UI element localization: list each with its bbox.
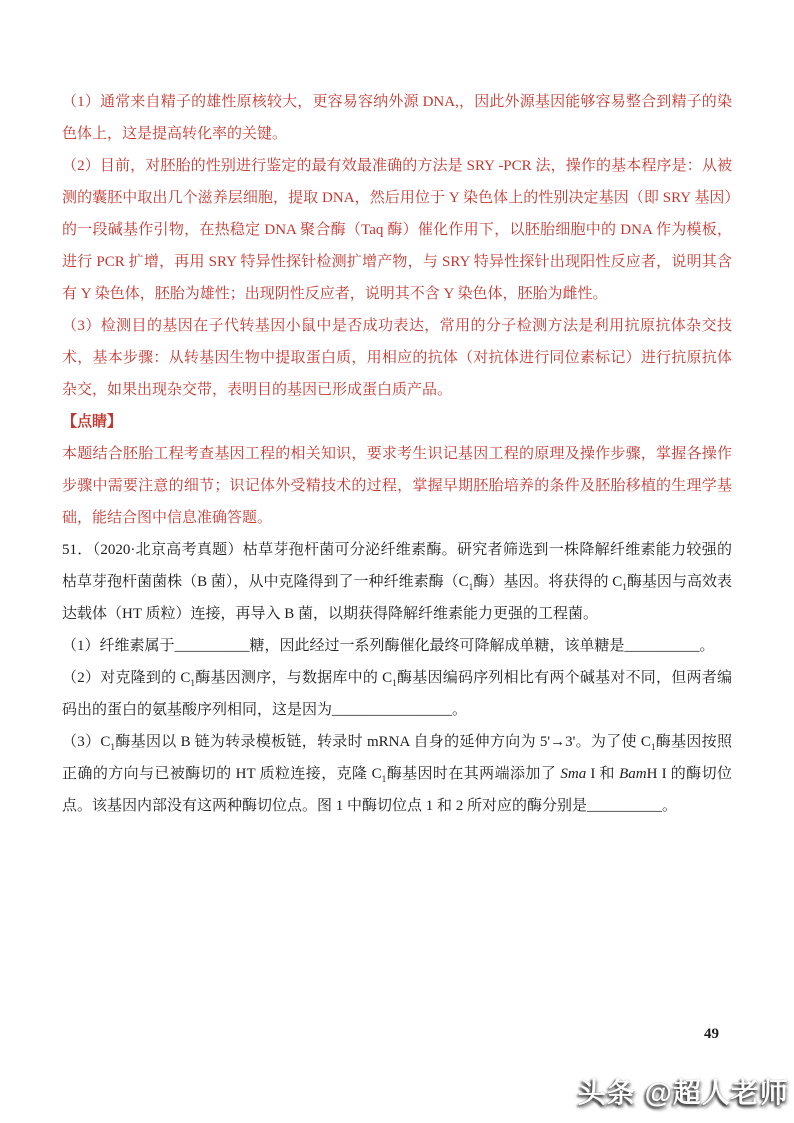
answer-paragraph-2: （2）目前，对胚胎的性别进行鉴定的最有效最准确的方法是 SRY -PCR 法，操作的基本程序是：从被测的囊胚中取出几个滋养层细胞，提取 DNA，然后用位于 Y 染色体上的性别决定基因（即 SRY 基因）的一段碱基作引物，在热稳定 DNA 聚合酶（Taq 酶）催化作用下，以胚胎细胞中的 DNA 作为模板，进行 PCR 扩增，再用 SRY 特异性探针检测扩增产物，与 SRY 特异性探针出现阳性反应者，说明其含有 Y 染色体，胚胎为雄性；出现阴性反应者，说明其不含 Y 染色体，胚胎为雌性。 <box>62 158 732 302</box>
question-51-part-2: （2）对克隆到的 $C_1$酶基因测序，与数据库中的 $C_1$酶基因编码序列相比有两个碱基对不同，但两者编码出的蛋白的氨基酸序列相同，这是因为________________。 <box>62 670 732 718</box>
tip-text: 本题结合胚胎工程考查基因工程的相关知识，要求考生识记基因工程的原理及操作步骤，掌握各操作步骤中需要注意的细节；识记体外受精技术的过程，掌握早期胚胎培养的条件及胚胎移植的生理学基础，能结合图中信息准确答题。 <box>62 446 732 526</box>
watermark: 头条 @超人老师 <box>577 1077 789 1108</box>
question-51-stem: 51．（2020·北京高考真题）枯草芽孢杆菌可分泌纤维素酶。研究者筛选到一株降解纤维素能力较强的枯草芽孢杆菌菌株（B 菌），从中克隆得到了一种纤维素酶（$C_1$酶）基因。将获得的 $C_1$酶基因与高效表达载体（HT 质粒）连接，再导入 B 菌，以期获得降解纤维素能力更强的工程菌。 <box>62 542 732 622</box>
answer-paragraph-3: （3）检测目的基因在子代转基因小鼠中是否成功表达，常用的分子检测方法是利用抗原抗体杂交技术，基本步骤：从转基因生物中提取蛋白质，用相应的抗体（对抗体进行同位素标记）进行抗原抗体杂交，如果出现杂交带，表明目的基因已形成蛋白质产品。 <box>62 318 732 398</box>
question-51-part-3: $(3)C_1$酶基因以 B 链为转录模板链，转录时 mRNA 自身的延伸方向为 5'→3'。为了使 $C_1$酶基因按照正确的方向与已被酶切的 HT 质粒连接，克隆 $C_1$酶基因时在其两端添加了 Sma I 和 BamH I 的酶切位点。该基因内部没有这两种酶切位点。图 1 中酶切位点 1 和 2 所对应的酶分别是__________。 <box>62 734 732 814</box>
question-51-part-1: （1）纤维素属于__________糖，因此经过一系列酶催化最终可降解成单糖，该单糖是__________。 <box>62 638 715 654</box>
page-content <box>62 86 732 822</box>
tip-label: 【点睛】 <box>62 414 123 430</box>
page-number: 49 <box>704 1026 719 1042</box>
answer-paragraph-1: （1）通常来自精子的雄性原核较大，更容易容纳外源 DNA,，因此外源基因能够容易整合到精子的染色体上，这是提高转化率的关键。 <box>62 94 732 142</box>
